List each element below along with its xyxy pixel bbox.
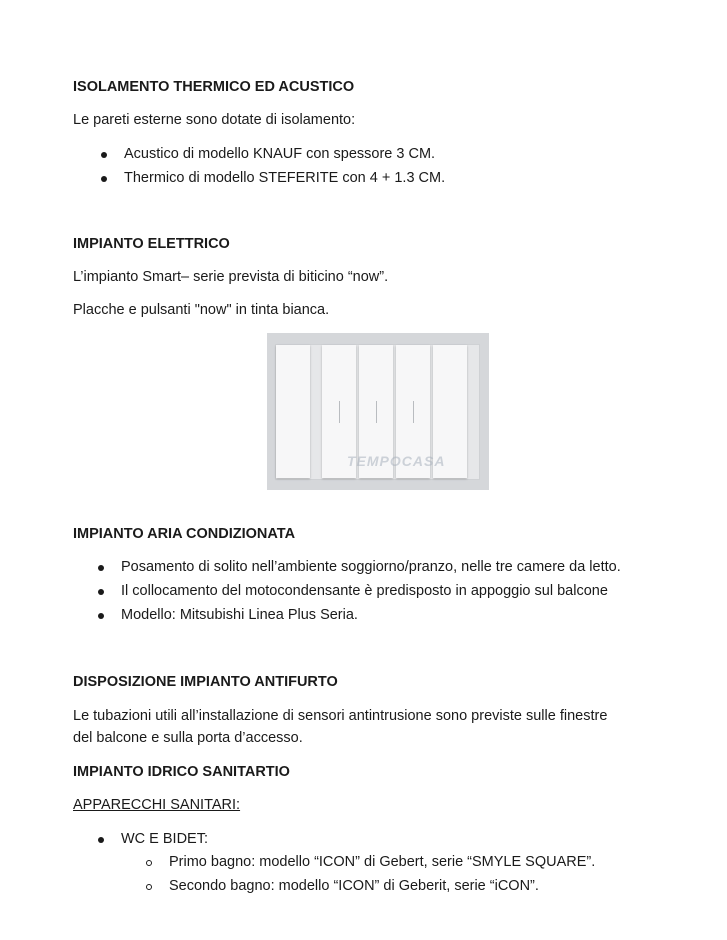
heading-aria: IMPIANTO ARIA CONDIZIONATA xyxy=(73,526,296,542)
aria-item: Modello: Mitsubishi Linea Plus Seria. xyxy=(121,607,358,623)
subheading-apparecchi: APPARECCHI SANITARI: xyxy=(73,797,241,813)
image-watermark: TEMPOCASA xyxy=(347,453,446,469)
idrico-item: WC E BIDET: xyxy=(121,831,209,847)
isolamento-item: Thermico di modello STEFERITE con 4 + 1.3 CM. xyxy=(124,170,446,186)
bullet-icon xyxy=(101,152,107,158)
heading-antifurto: DISPOSIZIONE IMPIANTO ANTIFURTO xyxy=(73,674,338,690)
bullet-icon xyxy=(98,589,104,595)
aria-item: Il collocamento del motocondensante è predisposto in appoggio sul balcone xyxy=(121,583,608,599)
bullet-icon xyxy=(98,837,104,843)
sub-bullet-icon xyxy=(146,884,152,890)
idrico-subitem: Secondo bagno: modello “ICON” di Geberit, serie “iCON”. xyxy=(169,878,539,894)
antifurto-line: del balcone e sulla porta d’accesso. xyxy=(73,730,303,746)
elettrico-line: L’impianto Smart– serie prevista di biticino “now”. xyxy=(73,269,389,285)
bullet-icon xyxy=(98,565,104,571)
antifurto-line: Le tubazioni utili all’installazione di sensori antintrusione sono previste sulle finestre xyxy=(73,708,608,724)
isolamento-item: Acustico di modello KNAUF con spessore 3 CM. xyxy=(124,146,436,162)
bullet-icon xyxy=(101,176,107,182)
idrico-subitem: Primo bagno: modello “ICON” di Gebert, serie “SMYLE SQUARE”. xyxy=(169,854,596,870)
switch-plate-image xyxy=(267,333,489,490)
isolamento-intro: Le pareti esterne sono dotate di isolamento: xyxy=(73,112,356,128)
bullet-icon xyxy=(98,613,104,619)
heading-elettrico: IMPIANTO ELETTRICO xyxy=(73,236,230,252)
aria-item: Posamento di solito nell’ambiente soggiorno/pranzo, nelle tre camere da letto. xyxy=(121,559,621,575)
elettrico-line: Placche e pulsanti "now" in tinta bianca. xyxy=(73,302,330,318)
switch-key xyxy=(276,345,310,478)
sub-bullet-icon xyxy=(146,860,152,866)
heading-idrico: IMPIANTO IDRICO SANITARTIO xyxy=(73,764,290,780)
heading-isolamento: ISOLAMENTO THERMICO ED ACUSTICO xyxy=(73,79,355,95)
